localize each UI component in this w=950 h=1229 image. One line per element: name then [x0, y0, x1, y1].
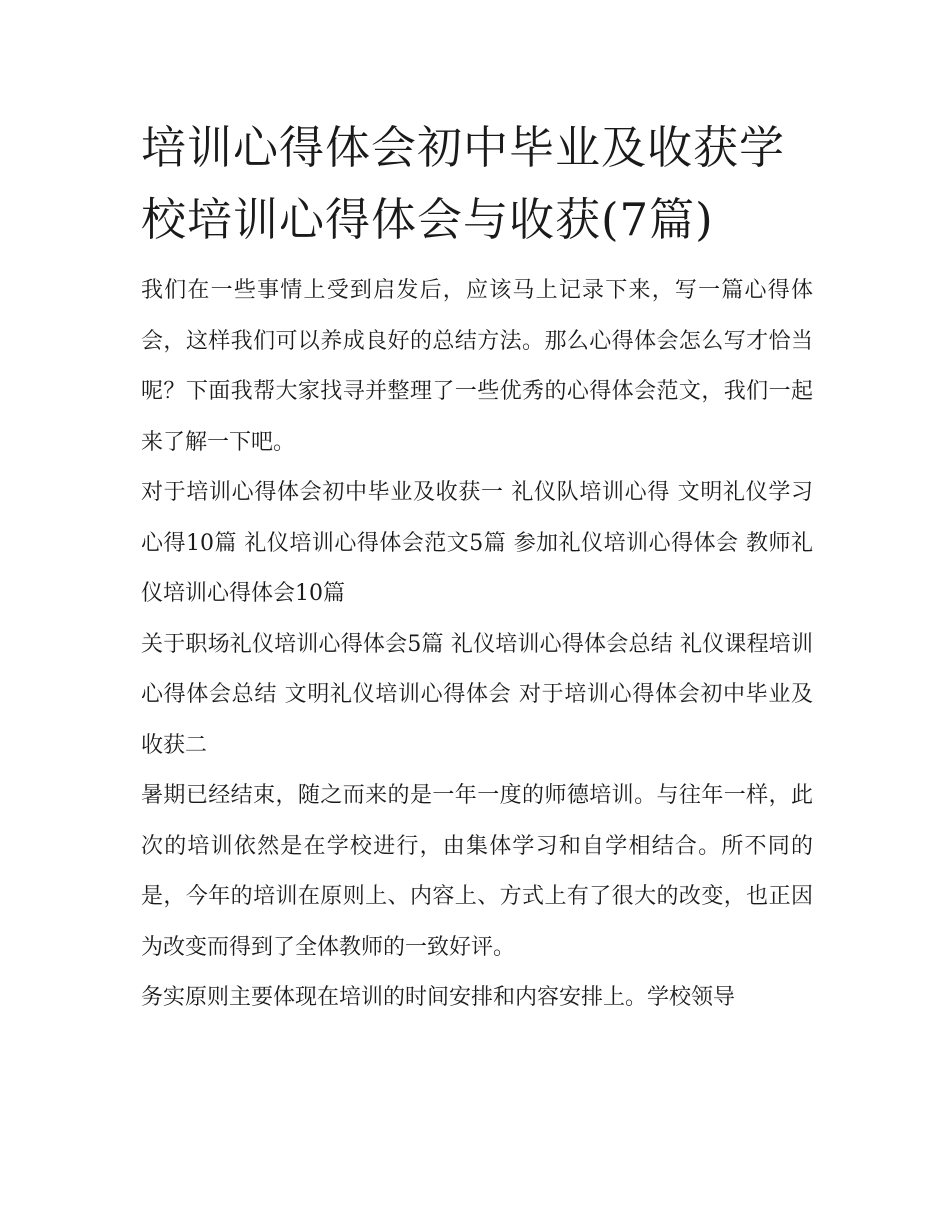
paragraph-related-list-1: 对于培训心得体会初中毕业及收获一 礼仪队培训心得 文明礼仪学习心得10篇 礼仪培训心得体会范文5篇 参加礼仪培训心得体会 教师礼仪培训心得体会10篇: [141, 480, 813, 606]
document-body: [141, 112, 813, 1024]
paragraph-related-list-2: 关于职场礼仪培训心得体会5篇 礼仪培训心得体会总结 礼仪课程培训心得体会总结 文明礼仪培训心得体会 对于培训心得体会初中毕业及收获二: [141, 631, 813, 758]
paragraph-body-1: 暑期已经结束，随之而来的是一年一度的师德培训。与往年一样，此次的培训依然是在学校进行，由集体学习和自学相结合。所不同的是，今年的培训在原则上、内容上、方式上有了很大的改变，也正因为改变而得到了全体教师的一致好评。: [141, 783, 813, 960]
document-title: 培训心得体会初中毕业及收获学校培训心得体会与收获(7篇): [141, 121, 786, 246]
paragraph-body-2: 务实原则主要体现在培训的时间安排和内容安排上。学校领导: [141, 985, 736, 1010]
paragraph-intro: 我们在一些事情上受到启发后，应该马上记录下来，写一篇心得体会，这样我们可以养成良好的总结方法。那么心得体会怎么写才恰当呢？下面我帮大家找寻并整理了一些优秀的心得体会范文，我们一起来了解一下吧。: [141, 278, 813, 455]
